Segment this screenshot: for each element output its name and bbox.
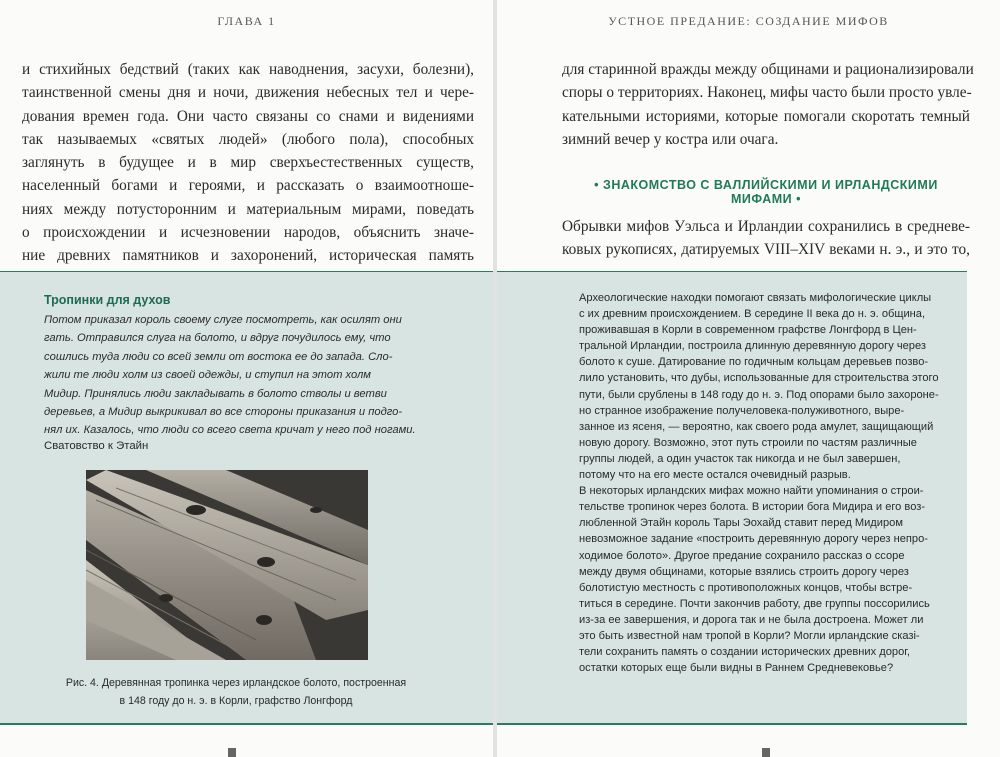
running-header-right: УСТНОЕ ПРЕДАНИЕ: СОЗДАНИЕ МИФОВ [608, 14, 889, 28]
quote-line: нял их. Казалось, что люди со всего света кричат у него под ногами. [44, 424, 416, 437]
section-heading: • ЗНАКОМСТВО С ВАЛЛИЙСКИМИ И ИРЛАНДСКИМИ МИФАМИ • [594, 178, 938, 206]
sidebar-line: потому что на его месте остался очевидный разрыв. [579, 469, 851, 482]
quote-line: деревьев, а Мидир выкрикивал во все стороны приказания и подго- [44, 406, 403, 419]
sidebar-line: тельстве тропинок через болота. В истории бога Мидира и его воз- [579, 501, 926, 514]
sidebar-line: из-за ее завершения, и дорога так и не была достроена. Может ли [579, 613, 924, 626]
trackway-photo [86, 470, 368, 660]
sidebar-line: титься в середине. Почти закончив работу, две группы поссорились [579, 597, 930, 610]
sidebar-bottom-rule [0, 723, 493, 725]
caption-line: Рис. 4. Деревянная тропинка через ирландское болото, построенная [65, 677, 407, 689]
sidebar-line: ходимое болото». Другое предание сохранило рассказ о ссоре [579, 549, 905, 562]
right-body-text-top [562, 58, 974, 151]
sidebar-line: группы людей, а один участок так никогда и не был завершен, [579, 452, 901, 465]
body-line: ние древних памятников и захоронений, историческая память [22, 247, 474, 265]
left-body-text [22, 58, 474, 291]
sidebar-line: болото к суше. Датирование по годичным кольцам деревьев позво- [579, 356, 929, 369]
sidebar-bottom-rule [497, 723, 967, 725]
quote-line: жили те люди холм из своей одежды, и ступил на этот холм [44, 369, 371, 382]
body-line: для старинной вражды между общинами и рационализировали [562, 61, 974, 78]
body-line: так называемых «святых людей» (любого пола), способных [22, 130, 474, 148]
body-line: зимний вечер у костра или очага. [562, 130, 779, 148]
sidebar-line: В некоторых ирландских мифах можно найти упоминания о строи- [579, 485, 924, 498]
body-line: споры о территориях. Наконец, мифы часто были просто увле- [562, 84, 972, 102]
sidebar-line: лило установить, что дубы, использованные для строительства этого [579, 372, 939, 385]
left-page [0, 0, 493, 757]
body-line: таинственной смены дня и ночи, движения небесных тел и чере- [22, 84, 474, 102]
quote-source: Сватовство к Этайн [44, 440, 149, 452]
sidebar-line: с их древним происхождением. В середине II века до н. э. община, [579, 308, 926, 321]
sidebar-line: между двумя общинами, которые взялись строить дорогу через [579, 565, 909, 578]
sidebar-line: пути, были срублены в 148 году до н. э. Под опорами было захороне- [579, 388, 939, 401]
sidebar-line: но странное изображение получеловека-полуживотного, выре- [579, 404, 905, 417]
sidebar-line: любленной Этайн король Тары Эохайд ставит перед Мидиром [579, 517, 903, 530]
right-page [497, 0, 1000, 757]
sidebar-line: остатки которых еще были видны в Раннем Средневековье? [579, 662, 894, 675]
sidebar-line: невозможное задание «построить деревянную дорогу через непро- [579, 533, 928, 546]
sidebar-line: Археологические находки помогают связать мифологические циклы [579, 292, 932, 304]
body-line: дования времен года. Они часто связаны со снами и видениями [22, 107, 474, 125]
sidebar-line: тральной Ирландии, построила длинную деревянную дорогу через [579, 340, 926, 353]
caption-line: в 148 году до н. э. в Корли, графство Лонгфорд [119, 695, 353, 707]
sidebar-line: занное из ясеня, — вероятно, как своего рода амулет, защищающий [579, 420, 934, 433]
body-line: кательными историями, которые помогали скоротать темный [562, 107, 970, 125]
body-line: Обрывки мифов Уэльса и Ирландии сохранились в средневе- [562, 218, 970, 235]
sidebar-line: проживавшая в Корли в современном графстве Лонгфорд в Цен- [579, 324, 917, 337]
quote-line: Потом приказал король своему слуге посмотреть, как осилят они [44, 314, 402, 326]
figure-caption [46, 674, 426, 710]
sidebar-line: болотистую местность с противоположных концов, чтобы встре- [579, 581, 913, 594]
body-line: и стихийных бедствий (таких как наводнения, засухи, болезни), [22, 61, 474, 78]
sidebar-title: Тропинки для духов [44, 293, 171, 307]
body-line: заглянуть в будущее и в мир сверхъестественных существ, [22, 154, 474, 172]
sidebar-body-text [579, 290, 949, 676]
quote-line: Мидир. Принялись люди закладывать в болото стволы и ветви [44, 387, 387, 400]
body-line: населенный богами и героями, и рассказать о взаимоотноше- [22, 177, 474, 195]
quote-line: гать. Отправился слуга на болото, и вдруг почудилось ему, что [44, 332, 391, 345]
body-line: ковых рукописях, датируемых VIII–XIV веками н. э., и это то, [562, 241, 970, 259]
body-line: о происхождении и исчезновении народов, объяснить значе- [22, 224, 474, 242]
right-body-text-after [562, 215, 970, 262]
epigraph-quote [44, 311, 416, 440]
page-number-fragment [762, 748, 770, 757]
running-header-left: ГЛАВА 1 [217, 14, 276, 28]
body-line: ниях между потусторонним и материальным мирами, поведать [22, 200, 474, 218]
sidebar-line: новую дорогу. Возможно, этот путь строили по частям различные [579, 436, 917, 449]
sidebar-line: это быть известной нам тропой в Корли? Могли ирландские сказі- [579, 629, 920, 642]
sidebar-line: тели сохранить память о создании исторических древних дорог, [579, 646, 911, 659]
page-number-fragment [228, 748, 236, 757]
quote-line: сошлись туда люди со всей земли от востока ее до запада. Сло- [44, 350, 393, 363]
